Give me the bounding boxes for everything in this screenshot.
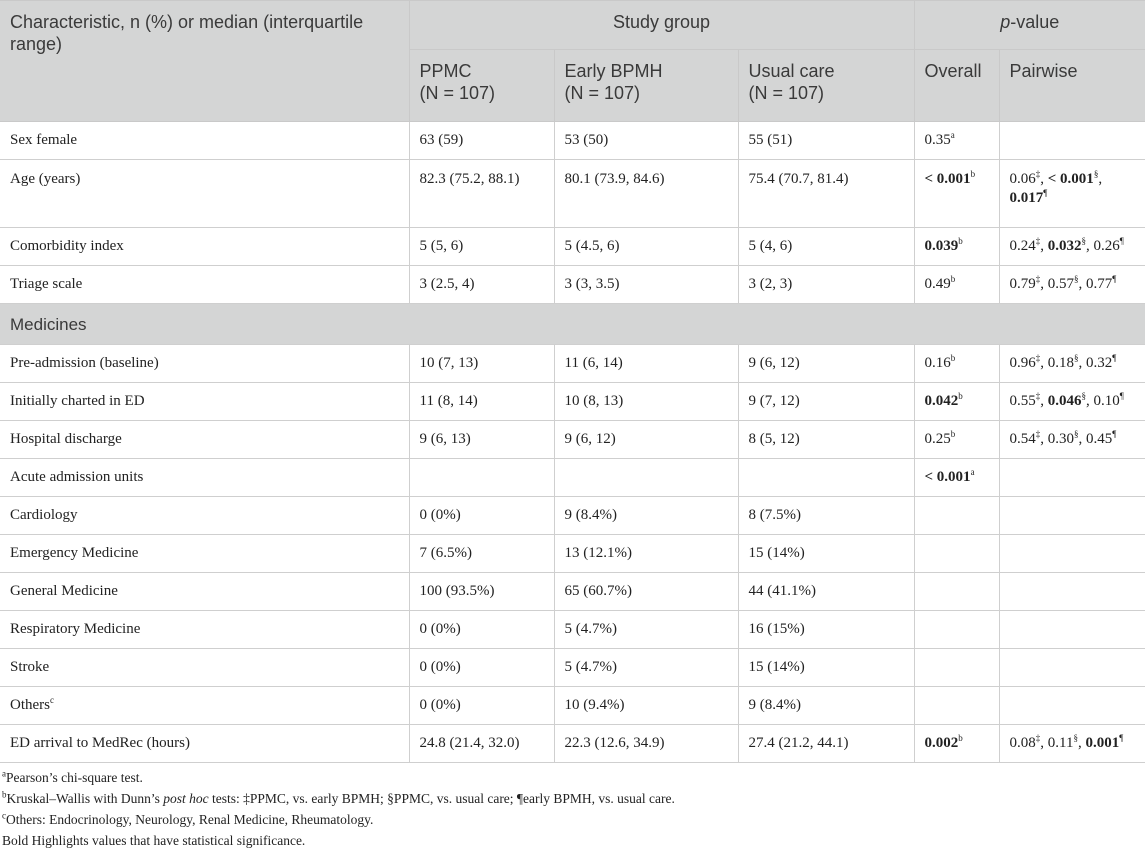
pairwise-comparison-marker: § xyxy=(1074,429,1079,439)
row-label xyxy=(0,160,409,228)
row-label xyxy=(0,573,409,611)
footnote-b-post: tests: ‡PPMC, vs. early BPMH; §PPMC, vs. usual care; ¶early BPMH, vs. usual care. xyxy=(208,791,675,806)
ppmc-value: 7 (6.5%) xyxy=(409,535,554,573)
pairwise-pvalue: 0.32 xyxy=(1086,355,1113,371)
pairwise-comparison-marker: ¶ xyxy=(1119,391,1124,401)
usual-care-value: 9 (7, 12) xyxy=(738,383,914,421)
footnote-b-italic: post hoc xyxy=(163,791,209,806)
early-bpmh-value: 5 (4.7%) xyxy=(554,611,738,649)
pairwise-pvalue: 0.26 xyxy=(1093,238,1120,254)
overall-pvalue xyxy=(914,383,999,421)
early-bpmh-value: 80.1 (73.9, 84.6) xyxy=(554,160,738,228)
ppmc-header-name: PPMC xyxy=(419,61,472,81)
overall-pvalue xyxy=(914,421,999,459)
overall-pvalue-text: 0.49 xyxy=(924,276,951,292)
row-label-text: Acute admission units xyxy=(10,469,144,485)
row-label-text: Respiratory Medicine xyxy=(10,621,141,637)
row-label xyxy=(0,228,409,266)
pairwise-pvalues xyxy=(999,725,1145,763)
pairwise-comparison-marker: ¶ xyxy=(1043,188,1048,198)
usual-care-value: 16 (15%) xyxy=(738,611,914,649)
overall-pvalue xyxy=(914,611,999,649)
early-bpmh-value: 11 (6, 14) xyxy=(554,345,738,383)
overall-pvalue-footnote-marker: b xyxy=(958,733,963,743)
table-row xyxy=(0,611,1145,649)
early-bpmh-value: 53 (50) xyxy=(554,122,738,160)
overall-pvalue xyxy=(914,725,999,763)
overall-pvalue-footnote-marker: b xyxy=(950,274,956,284)
early-bpmh-value: 13 (12.1%) xyxy=(554,535,738,573)
overall-pvalue-text: 0.35 xyxy=(924,132,951,148)
ppmc-header xyxy=(409,50,554,122)
pairwise-comparison-marker: ¶ xyxy=(1112,353,1117,363)
overall-pvalue-text: 0.039 xyxy=(924,238,959,254)
pairwise-pvalue: 0.032 xyxy=(1047,238,1082,254)
ppmc-value: 11 (8, 14) xyxy=(409,383,554,421)
pairwise-pvalue: 0.18 xyxy=(1047,355,1074,371)
row-label-text: Cardiology xyxy=(10,507,78,523)
usual-care-value: 75.4 (70.7, 81.4) xyxy=(738,160,914,228)
pairwise-comparison-marker: ‡ xyxy=(1035,733,1041,743)
overall-pvalue-text: 0.16 xyxy=(924,355,951,371)
row-label xyxy=(0,649,409,687)
early-bpmh-value: 3 (3, 3.5) xyxy=(554,266,738,304)
table-row xyxy=(0,687,1145,725)
section-label: Medicines xyxy=(0,304,1145,345)
pairwise-pvalue: 0.45 xyxy=(1086,431,1113,447)
pairwise-pvalues xyxy=(999,383,1145,421)
overall-pvalue xyxy=(914,649,999,687)
pairwise-pvalue: 0.55 xyxy=(1009,393,1036,409)
early-bpmh-value: 10 (8, 13) xyxy=(554,383,738,421)
pairwise-separator: , xyxy=(1040,238,1048,254)
pairwise-comparison-marker: ‡ xyxy=(1035,236,1041,246)
pairwise-pvalue: 0.017 xyxy=(1009,190,1044,206)
ppmc-value: 3 (2.5, 4) xyxy=(409,266,554,304)
pairwise-separator: , xyxy=(1086,393,1094,409)
pairwise-comparison-marker: ‡ xyxy=(1035,391,1041,401)
early-bpmh-header-name: Early BPMH xyxy=(564,61,663,81)
pairwise-pvalue: 0.08 xyxy=(1009,735,1036,751)
row-label xyxy=(0,535,409,573)
overall-pvalue-footnote-marker: b xyxy=(970,169,976,179)
row-label xyxy=(0,383,409,421)
usual-care-header-n: (N = 107) xyxy=(748,83,825,103)
overall-pvalue-footnote-marker: b xyxy=(958,391,963,401)
overall-pvalue xyxy=(914,459,999,497)
pairwise-header: Pairwise xyxy=(999,50,1145,122)
pairwise-pvalue: 0.046 xyxy=(1047,393,1082,409)
pairwise-pvalue: 0.001 xyxy=(1085,735,1120,751)
pairwise-pvalue: 0.06 xyxy=(1009,171,1036,187)
ppmc-value: 10 (7, 13) xyxy=(409,345,554,383)
usual-care-value: 44 (41.1%) xyxy=(738,573,914,611)
pairwise-comparison-marker: ‡ xyxy=(1035,274,1041,284)
pairwise-comparison-marker: § xyxy=(1073,733,1078,743)
table-row xyxy=(0,725,1145,763)
pairwise-pvalues xyxy=(999,687,1145,725)
ppmc-value: 0 (0%) xyxy=(409,497,554,535)
table-row xyxy=(0,383,1145,421)
overall-pvalue-footnote-marker: b xyxy=(950,429,956,439)
pairwise-separator: , xyxy=(1078,276,1086,292)
pairwise-pvalues xyxy=(999,535,1145,573)
row-label-text: Triage scale xyxy=(10,276,83,292)
table-row xyxy=(0,345,1145,383)
row-label-text: Hospital discharge xyxy=(10,431,122,447)
overall-pvalue-footnote-marker: a xyxy=(950,130,955,140)
pairwise-comparison-marker: § xyxy=(1081,236,1086,246)
usual-care-value: 5 (4, 6) xyxy=(738,228,914,266)
usual-care-value: 15 (14%) xyxy=(738,535,914,573)
ppmc-value: 24.8 (21.4, 32.0) xyxy=(409,725,554,763)
footnote-a xyxy=(0,767,1145,788)
section-row xyxy=(0,304,1145,345)
footnotes xyxy=(0,767,1145,851)
overall-pvalue-footnote-marker: b xyxy=(958,236,963,246)
early-bpmh-value: 9 (6, 12) xyxy=(554,421,738,459)
pairwise-separator: , xyxy=(1086,238,1094,254)
overall-pvalue xyxy=(914,687,999,725)
table-row xyxy=(0,122,1145,160)
row-label-text: Age (years) xyxy=(10,171,81,187)
pairwise-separator: , xyxy=(1077,735,1086,751)
row-label-text: Stroke xyxy=(10,659,50,675)
ppmc-value: 9 (6, 13) xyxy=(409,421,554,459)
row-label xyxy=(0,345,409,383)
pairwise-pvalues xyxy=(999,611,1145,649)
footnote-a-marker: a xyxy=(2,768,6,779)
footnote-a-text: Pearson’s chi-square test. xyxy=(6,770,143,785)
footnote-bold: Bold Highlights values that have statistical significance. xyxy=(2,833,306,848)
usual-care-header-name: Usual care xyxy=(748,61,835,81)
row-label-text: ED arrival to MedRec (hours) xyxy=(10,735,190,751)
row-label-text: Comorbidity index xyxy=(10,238,124,254)
usual-care-value: 9 (6, 12) xyxy=(738,345,914,383)
ppmc-value: 0 (0%) xyxy=(409,687,554,725)
footnote-b xyxy=(0,788,1145,809)
pairwise-separator: , xyxy=(1098,171,1103,187)
usual-care-value: 27.4 (21.2, 44.1) xyxy=(738,725,914,763)
table-row xyxy=(0,535,1145,573)
overall-pvalue xyxy=(914,228,999,266)
footnote-c-marker: c xyxy=(2,810,6,821)
pairwise-comparison-marker: ‡ xyxy=(1035,429,1041,439)
row-label-footnote-marker: c xyxy=(50,695,54,705)
table-row xyxy=(0,266,1145,304)
usual-care-value: 15 (14%) xyxy=(738,649,914,687)
overall-pvalue-text: 0.042 xyxy=(924,393,959,409)
overall-pvalue-footnote-marker: a xyxy=(970,467,975,477)
table-row xyxy=(0,649,1145,687)
pairwise-separator: , xyxy=(1040,735,1048,751)
study-group-header: Study group xyxy=(409,1,914,50)
ppmc-value: 5 (5, 6) xyxy=(409,228,554,266)
pairwise-pvalue: 0.96 xyxy=(1009,355,1036,371)
pairwise-separator: , xyxy=(1040,355,1048,371)
pairwise-comparison-marker: ‡ xyxy=(1035,169,1041,179)
usual-care-header xyxy=(738,50,914,122)
table-row xyxy=(0,573,1145,611)
pairwise-comparison-marker: § xyxy=(1074,353,1079,363)
pvalue-header-rest: -value xyxy=(1010,12,1060,32)
row-label xyxy=(0,611,409,649)
overall-pvalue xyxy=(914,345,999,383)
overall-pvalue-footnote-marker: b xyxy=(950,353,956,363)
early-bpmh-value: 5 (4.7%) xyxy=(554,649,738,687)
pairwise-separator: , xyxy=(1040,276,1048,292)
pairwise-pvalue: 0.11 xyxy=(1047,735,1074,751)
early-bpmh-header-n: (N = 107) xyxy=(564,83,641,103)
pvalue-header xyxy=(914,1,1145,50)
pairwise-pvalues xyxy=(999,649,1145,687)
row-label-text: Initially charted in ED xyxy=(10,393,145,409)
ppmc-value: 63 (59) xyxy=(409,122,554,160)
pairwise-pvalues xyxy=(999,573,1145,611)
pvalue-header-p: p xyxy=(1000,12,1011,32)
pairwise-comparison-marker: ¶ xyxy=(1112,274,1117,284)
pairwise-separator: , xyxy=(1078,355,1086,371)
early-bpmh-value: 10 (9.4%) xyxy=(554,687,738,725)
usual-care-value: 3 (2, 3) xyxy=(738,266,914,304)
early-bpmh-value: 5 (4.5, 6) xyxy=(554,228,738,266)
row-label xyxy=(0,122,409,160)
early-bpmh-value xyxy=(554,459,738,497)
pairwise-pvalues xyxy=(999,266,1145,304)
pairwise-pvalue: 0.24 xyxy=(1009,238,1036,254)
pairwise-comparison-marker: ‡ xyxy=(1035,353,1041,363)
ppmc-value: 100 (93.5%) xyxy=(409,573,554,611)
pairwise-pvalue: 0.77 xyxy=(1086,276,1113,292)
pairwise-pvalues xyxy=(999,459,1145,497)
table-row xyxy=(0,228,1145,266)
row-label-text: Others xyxy=(10,697,50,713)
row-label xyxy=(0,421,409,459)
row-label xyxy=(0,266,409,304)
pairwise-separator: , xyxy=(1040,431,1048,447)
usual-care-value: 55 (51) xyxy=(738,122,914,160)
early-bpmh-value: 65 (60.7%) xyxy=(554,573,738,611)
pairwise-pvalue: 0.79 xyxy=(1009,276,1036,292)
table-row xyxy=(0,421,1145,459)
pairwise-comparison-marker: ¶ xyxy=(1119,236,1124,246)
usual-care-value: 8 (7.5%) xyxy=(738,497,914,535)
overall-pvalue xyxy=(914,160,999,228)
overall-pvalue-text: 0.002 xyxy=(924,735,959,751)
pairwise-pvalues xyxy=(999,345,1145,383)
pairwise-pvalues xyxy=(999,228,1145,266)
row-label-text: Emergency Medicine xyxy=(10,545,139,561)
row-label-text: General Medicine xyxy=(10,583,118,599)
pairwise-pvalue: 0.57 xyxy=(1047,276,1074,292)
pairwise-pvalues xyxy=(999,160,1145,228)
overall-pvalue xyxy=(914,497,999,535)
ppmc-header-n: (N = 107) xyxy=(419,83,496,103)
overall-pvalue-text: < 0.001 xyxy=(924,171,971,187)
table-row xyxy=(0,497,1145,535)
footnote-c-text: Others: Endocrinology, Neurology, Renal Medicine, Rheumatology. xyxy=(6,812,374,827)
pairwise-separator: , xyxy=(1040,393,1048,409)
pairwise-pvalue: < 0.001 xyxy=(1047,171,1094,187)
row-label xyxy=(0,459,409,497)
pairwise-comparison-marker: § xyxy=(1074,274,1079,284)
pairwise-pvalue: 0.30 xyxy=(1047,431,1074,447)
pairwise-comparison-marker: § xyxy=(1093,169,1099,179)
usual-care-value xyxy=(738,459,914,497)
ppmc-value: 0 (0%) xyxy=(409,649,554,687)
pairwise-pvalues xyxy=(999,421,1145,459)
pairwise-pvalue: 0.54 xyxy=(1009,431,1036,447)
pairwise-pvalues xyxy=(999,122,1145,160)
table-row xyxy=(0,160,1145,228)
characteristic-header: Characteristic, n (%) or median (interquartile range) xyxy=(0,1,409,122)
ppmc-value: 0 (0%) xyxy=(409,611,554,649)
early-bpmh-value: 22.3 (12.6, 34.9) xyxy=(554,725,738,763)
overall-header: Overall xyxy=(914,50,999,122)
usual-care-value: 8 (5, 12) xyxy=(738,421,914,459)
usual-care-value: 9 (8.4%) xyxy=(738,687,914,725)
pairwise-separator: , xyxy=(1040,171,1048,187)
ppmc-value xyxy=(409,459,554,497)
footnote-c xyxy=(0,809,1145,830)
row-label-text: Pre-admission (baseline) xyxy=(10,355,159,371)
pairwise-separator: , xyxy=(1078,431,1086,447)
pairwise-pvalue: 0.10 xyxy=(1093,393,1120,409)
footnote-b-marker: b xyxy=(2,789,7,800)
row-label xyxy=(0,725,409,763)
ppmc-value: 82.3 (75.2, 88.1) xyxy=(409,160,554,228)
pairwise-comparison-marker: ¶ xyxy=(1119,733,1124,743)
pairwise-comparison-marker: § xyxy=(1081,391,1086,401)
footnote-b-pre: Kruskal–Wallis with Dunn’s xyxy=(6,791,164,806)
pairwise-comparison-marker: ¶ xyxy=(1112,429,1117,439)
overall-pvalue xyxy=(914,266,999,304)
overall-pvalue xyxy=(914,573,999,611)
overall-pvalue-text: 0.25 xyxy=(924,431,951,447)
overall-pvalue-text: < 0.001 xyxy=(924,469,971,485)
table-body xyxy=(0,122,1145,763)
overall-pvalue xyxy=(914,122,999,160)
early-bpmh-header xyxy=(554,50,738,122)
row-label-text: Sex female xyxy=(10,132,78,148)
overall-pvalue xyxy=(914,535,999,573)
early-bpmh-value: 9 (8.4%) xyxy=(554,497,738,535)
row-label xyxy=(0,497,409,535)
pairwise-pvalues xyxy=(999,497,1145,535)
row-label xyxy=(0,687,409,725)
table-row xyxy=(0,459,1145,497)
